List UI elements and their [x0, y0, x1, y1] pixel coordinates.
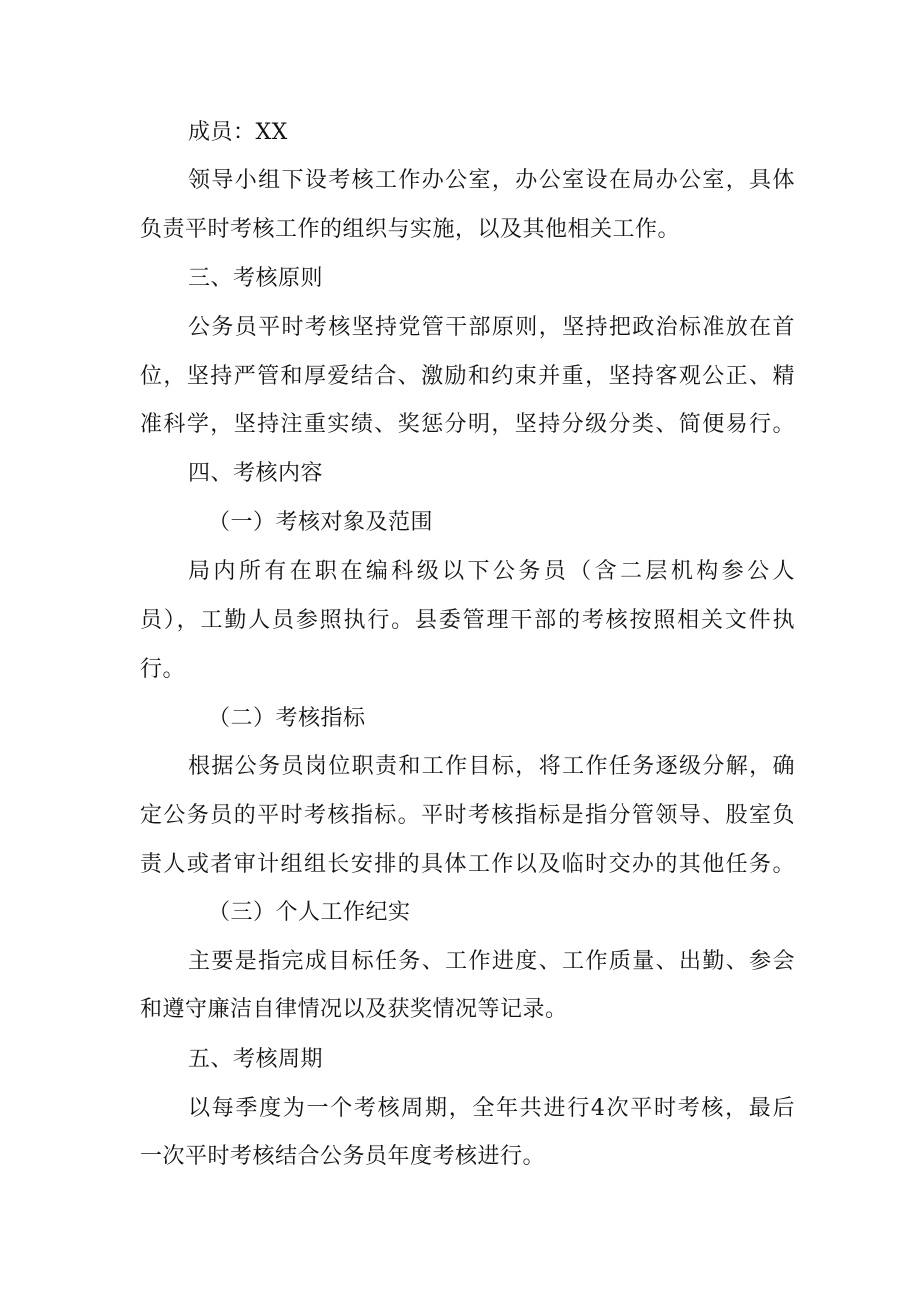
- paragraph-principles-line-3: 准科学，坚持注重实绩、奖惩分明，坚持分级分类、简便易行。: [140, 412, 795, 437]
- paragraph-office-line-2: 负责平时考核工作的组织与实施，以及其他相关工作。: [140, 217, 681, 242]
- paragraph-office-line-1: 领导小组下设考核工作办公室，办公室设在局办公室，具体: [188, 168, 795, 193]
- paragraph-principles-line-1: 公务员平时考核坚持党管干部原则，坚持把政治标准放在首: [188, 315, 795, 340]
- paragraph-record-line-2: 和遵守廉洁自律情况以及获奖情况等记录。: [140, 997, 568, 1022]
- section-heading-4: 四、考核内容: [188, 461, 324, 486]
- section-heading-5: 五、考核周期: [188, 1047, 324, 1072]
- subheading-3: （三）个人工作纪实: [208, 900, 411, 925]
- section-heading-3: 三、考核原则: [188, 266, 324, 291]
- members-line: 成员：XX: [188, 120, 288, 145]
- paragraph-indicators-line-2: 定公务员的平时考核指标。平时考核指标是指分管领导、股室负: [140, 803, 795, 828]
- paragraph-principles-line-2: 位，坚持严管和厚爱结合、激励和约束并重，坚持客观公正、精: [140, 364, 795, 389]
- paragraph-record-line-1: 主要是指完成目标任务、工作进度、工作质量、出勤、参会: [188, 949, 795, 974]
- paragraph-scope-line-1: 局内所有在职在编科级以下公务员（含二层机构参公人: [188, 559, 795, 584]
- paragraph-scope-line-2: 员），工勤人员参照执行。县委管理干部的考核按照相关文件执: [140, 608, 795, 633]
- paragraph-indicators-line-3: 责人或者审计组组长安排的具体工作以及临时交办的其他任务。: [140, 852, 795, 877]
- paragraph-scope-line-3: 行。: [140, 657, 186, 682]
- subheading-1: （一）考核对象及范围: [208, 510, 434, 535]
- paragraph-cycle-line-2: 一次平时考核结合公务员年度考核进行。: [140, 1144, 546, 1169]
- subheading-2: （二）考核指标: [208, 706, 366, 731]
- paragraph-cycle-line-1: 以每季度为一个考核周期，全年共进行4次平时考核，最后: [188, 1096, 795, 1121]
- paragraph-indicators-line-1: 根据公务员岗位职责和工作目标，将工作任务逐级分解，确: [188, 754, 795, 779]
